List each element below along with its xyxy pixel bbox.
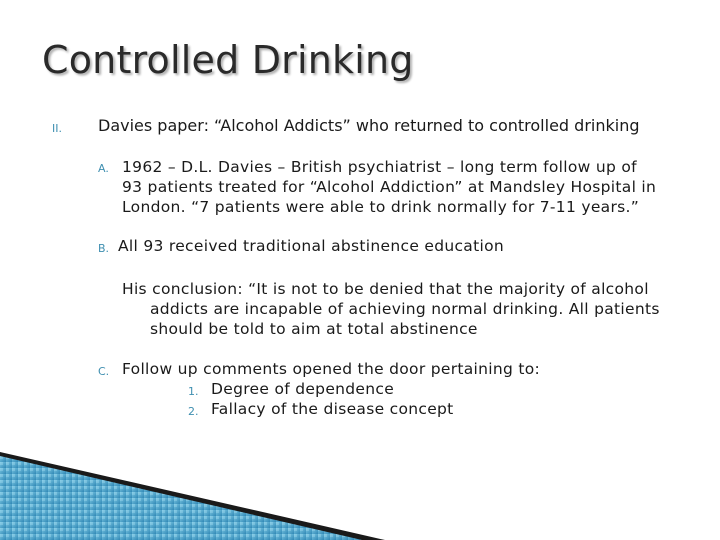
item-a-line: London. “7 patients were able to drink normally for 7-11 years.” [122, 198, 640, 216]
item-b-marker: B. [98, 242, 110, 255]
item-a-line: 93 patients treated for “Alcohol Addiction” at Mandsley Hospital in [122, 178, 657, 196]
slide-title: Controlled Drinking [42, 38, 414, 82]
item-a-line: 1962 – D.L. Davies – British psychiatrist – long term follow up of [122, 158, 637, 176]
conclusion-line: should be told to aim at total abstinence [150, 320, 478, 338]
item-c-text: Follow up comments opened the door pertaining to: [122, 360, 541, 378]
main-point-text: Davies paper: “Alcohol Addicts” who returned to controlled drinking [98, 116, 640, 135]
item-c-sub1-marker: 1. [188, 385, 199, 398]
wedge-blue-fill [0, 456, 362, 540]
conclusion-line: His conclusion: “It is not to be denied that the majority of alcohol [122, 280, 649, 298]
item-b-text: All 93 received traditional abstinence education [118, 237, 504, 255]
item-c-sub2-marker: 2. [188, 405, 199, 418]
item-c-sub2-text: Fallacy of the disease concept [211, 400, 454, 418]
item-c-sub1-text: Degree of dependence [211, 380, 395, 398]
item-c-marker: C. [98, 365, 110, 378]
main-point-marker: II. [52, 122, 62, 135]
item-a-marker: A. [98, 162, 109, 175]
conclusion-line: addicts are incapable of achieving normal drinking. All patients [150, 300, 660, 318]
